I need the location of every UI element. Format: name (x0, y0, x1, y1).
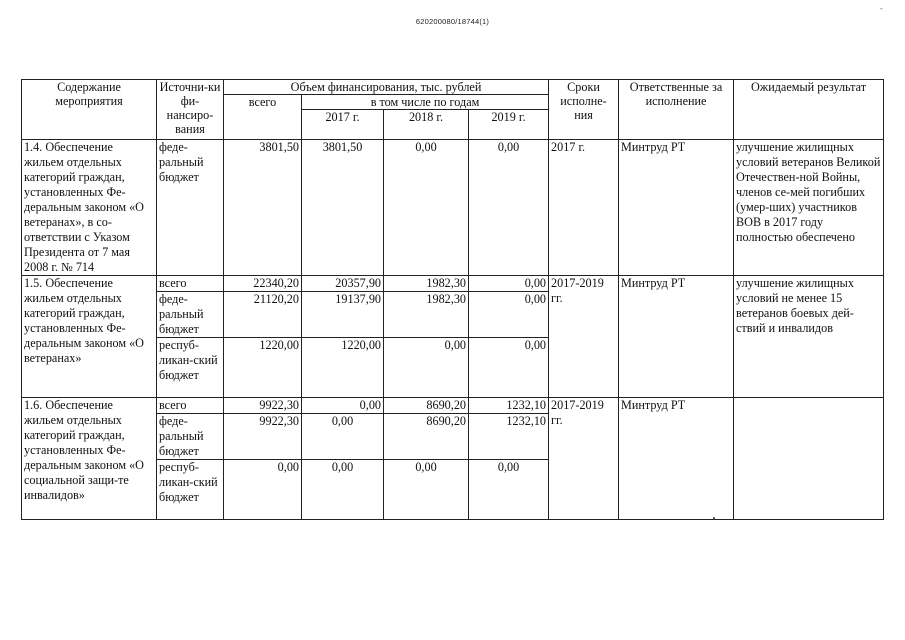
row-responsible: Минтруд РТ (619, 398, 734, 520)
row-2017: 0,00 (302, 460, 384, 520)
row-2018: 0,00 (384, 460, 469, 520)
row-source: респуб-ликан-ский бюджет (157, 460, 224, 520)
row-2018: 8690,20 (384, 398, 469, 414)
row-2018: 0,00 (384, 140, 469, 276)
header-content: Содержание мероприятия (22, 80, 157, 140)
row-result: улучшение жилищных условий ветеранов Великой Отечествен-ной Войны, членов се-мей погибших (умер-ших) участников ВОВ в 2017 году полностью обеспечено (734, 140, 884, 276)
row-total: 1220,00 (224, 338, 302, 398)
row-2019: 0,00 (469, 460, 549, 520)
row-total: 21120,20 (224, 292, 302, 338)
row-content: 1.6. Обеспечение жильем отдельных категорий граждан, установленных Фе-деральным законом «О социальной защи-те инвалидов» (22, 398, 157, 520)
row-2019: 1232,10 (469, 398, 549, 414)
row-total: 0,00 (224, 460, 302, 520)
row-2017: 3801,50 (302, 140, 384, 276)
row-source: всего (157, 398, 224, 414)
header-2019: 2019 г. (469, 110, 549, 140)
row-2018: 8690,20 (384, 414, 469, 460)
row-content: 1.4. Обеспечение жильем отдельных категорий граждан, установленных Фе-деральным законом «О ветеранах», в со-ответствии с Указом Президента от 7 мая 2008 г. № 714 (22, 140, 157, 276)
row-source: феде-ральный бюджет (157, 414, 224, 460)
header-responsible: Ответственные за исполнение (619, 80, 734, 140)
row-2019: 0,00 (469, 140, 549, 276)
row-total: 9922,30 (224, 414, 302, 460)
document-id: 620200080/18744(1) (415, 17, 490, 26)
table-row (22, 276, 884, 292)
row-2017: 20357,90 (302, 276, 384, 292)
header-by-years: в том числе по годам (302, 95, 549, 110)
row-terms: 2017-2019 гг. (549, 276, 619, 398)
row-terms: 2017-2019 гг. (549, 398, 619, 520)
row-content: 1.5. Обеспечение жильем отдельных категорий граждан, установленных Фе-деральным законом «О ветеранах» (22, 276, 157, 398)
row-2018: 0,00 (384, 338, 469, 398)
corner-mark: - (880, 4, 883, 13)
row-2017: 19137,90 (302, 292, 384, 338)
table-row (22, 398, 884, 414)
header-2018: 2018 г. (384, 110, 469, 140)
header-volume: Объем финансирования, тыс. рублей (224, 80, 549, 95)
row-2019: 0,00 (469, 292, 549, 338)
row-2018: 1982,30 (384, 276, 469, 292)
row-2017: 0,00 (302, 398, 384, 414)
row-2017: 1220,00 (302, 338, 384, 398)
row-2019: 0,00 (469, 276, 549, 292)
header-sources: Источни-ки фи-нансиро-вания (157, 80, 224, 140)
row-2019: 1232,10 (469, 414, 549, 460)
row-source: всего (157, 276, 224, 292)
header-total: всего (224, 95, 302, 140)
row-total: 22340,20 (224, 276, 302, 292)
header-2017: 2017 г. (302, 110, 384, 140)
funding-table (21, 79, 884, 520)
row-terms: 2017 г. (549, 140, 619, 276)
row-2019: 0,00 (469, 338, 549, 398)
table-row (22, 140, 884, 276)
row-source: респуб-ликан-ский бюджет (157, 338, 224, 398)
header-result: Ожидаемый результат (734, 80, 884, 140)
row-source: феде-ральный бюджет (157, 292, 224, 338)
row-2018: 1982,30 (384, 292, 469, 338)
row-2017: 0,00 (302, 414, 384, 460)
header-terms: Сроки исполне-ния (549, 80, 619, 140)
row-result: улучшение жилищных условий не менее 15 ветеранов боевых дей-ствий и инвалидов (734, 276, 884, 398)
row-responsible: Минтруд РТ (619, 140, 734, 276)
row-total: 3801,50 (224, 140, 302, 276)
row-total: 9922,30 (224, 398, 302, 414)
row-result (734, 398, 884, 520)
row-responsible: Минтруд РТ (619, 276, 734, 398)
row-source: феде-ральный бюджет (157, 140, 224, 276)
